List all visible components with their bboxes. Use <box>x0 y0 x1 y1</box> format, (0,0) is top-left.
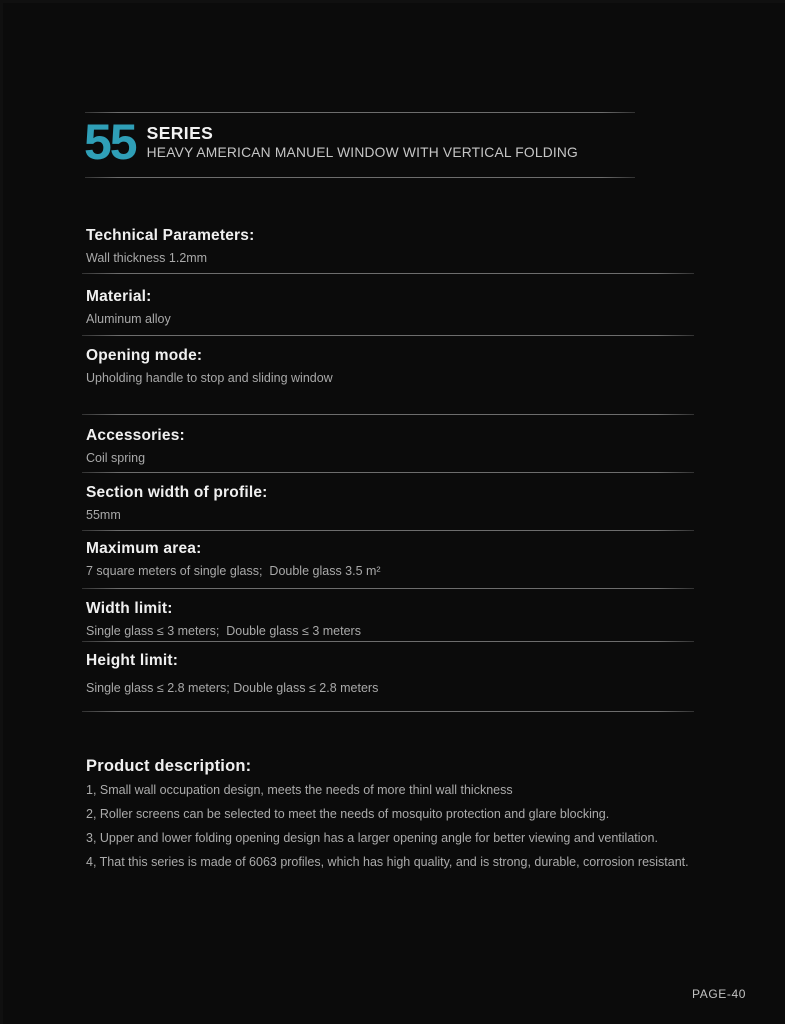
section-technical-parameters <box>86 228 696 265</box>
section-material <box>86 289 696 326</box>
page-number: PAGE-40 <box>692 987 746 1001</box>
divider <box>82 641 694 642</box>
divider <box>82 273 694 274</box>
product-description-item: 1, Small wall occupation design, meets the needs of more thinl wall thickness <box>86 783 513 797</box>
section-body: 7 square meters of single glass; Double glass 3.5 m² <box>86 564 381 578</box>
series-label: SERIES <box>146 123 214 143</box>
section-title: Opening mode: <box>86 347 203 364</box>
section-body: Single glass ≤ 3 meters; Double glass ≤ 3 meters <box>86 624 361 638</box>
section-title: Height limit: <box>86 652 179 669</box>
divider <box>82 472 694 473</box>
section-width-limit <box>86 601 696 638</box>
section-body: Aluminum alloy <box>86 312 171 326</box>
divider <box>82 588 694 589</box>
section-title: Width limit: <box>86 600 173 617</box>
section-body: Upholding handle to stop and sliding window <box>86 371 333 385</box>
series-title-block <box>147 120 578 160</box>
section-height-limit <box>86 653 696 695</box>
header-bottom-rule <box>85 177 635 178</box>
section-body: 55mm <box>86 508 121 522</box>
divider <box>82 530 694 531</box>
product-description-title: Product description: <box>86 757 252 775</box>
divider <box>82 711 694 712</box>
series-subtitle: HEAVY AMERICAN MANUEL WINDOW WITH VERTICAL FOLDING <box>146 145 578 160</box>
section-profile-width <box>86 485 696 522</box>
series-number: 55 <box>84 114 136 170</box>
section-maximum-area <box>86 541 696 578</box>
section-accessories <box>86 428 696 465</box>
product-description-item: 3, Upper and lower folding opening design has a larger opening angle for better viewing and ventilation. <box>86 831 658 845</box>
section-title: Section width of profile: <box>86 484 268 501</box>
section-title: Material: <box>86 288 152 305</box>
divider <box>82 414 694 415</box>
section-title: Maximum area: <box>86 540 202 557</box>
product-description <box>86 757 716 869</box>
section-body: Coil spring <box>86 451 146 465</box>
series-header <box>84 114 578 170</box>
header-top-rule <box>85 112 635 113</box>
section-title: Technical Parameters: <box>86 227 255 244</box>
section-body: Single glass ≤ 2.8 meters; Double glass ≤ 2.8 meters <box>86 681 379 695</box>
section-body: Wall thickness 1.2mm <box>86 251 208 265</box>
divider <box>82 335 694 336</box>
section-opening-mode <box>86 348 696 385</box>
product-description-item: 4, That this series is made of 6063 profiles, which has high quality, and is strong, durable, corrosion resistant. <box>86 855 689 869</box>
section-title: Accessories: <box>86 427 185 444</box>
product-description-item: 2, Roller screens can be selected to meet the needs of mosquito protection and glare blocking. <box>86 807 610 821</box>
